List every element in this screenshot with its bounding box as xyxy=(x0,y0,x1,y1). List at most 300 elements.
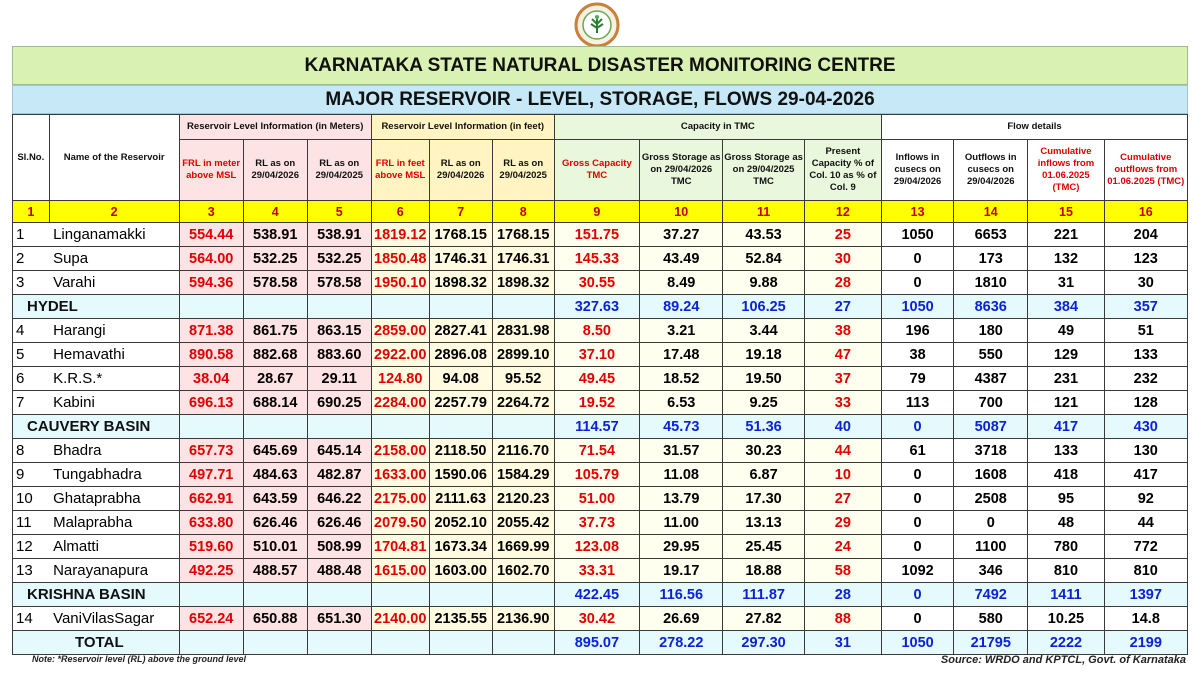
reservoir-slno: 8 xyxy=(13,439,50,463)
cell-col-10: 278.22 xyxy=(640,631,723,655)
cell-col-14: 3718 xyxy=(954,439,1028,463)
reservoir-row xyxy=(13,607,1188,631)
cell-col-7: 94.08 xyxy=(429,367,492,391)
cell-col-13: 196 xyxy=(882,319,954,343)
cell-col-9: 30.42 xyxy=(554,607,639,631)
reservoir-row xyxy=(13,463,1188,487)
total-label: TOTAL xyxy=(13,631,180,655)
cell-col-15: 31 xyxy=(1028,271,1104,295)
cell-col-8: 1746.31 xyxy=(492,247,554,271)
cell-col-8: 2120.23 xyxy=(492,487,554,511)
cell-col-13: 0 xyxy=(882,463,954,487)
cell-col-7: 2257.79 xyxy=(429,391,492,415)
cell-col-5: 646.22 xyxy=(307,487,371,511)
empty-cell xyxy=(307,295,371,319)
cell-col-7: 1898.32 xyxy=(429,271,492,295)
cell-col-3: 871.38 xyxy=(179,319,243,343)
cell-col-16: 430 xyxy=(1104,415,1187,439)
cell-col-13: 38 xyxy=(882,343,954,367)
cell-col-11: 6.87 xyxy=(723,463,804,487)
header-group-capacity: Capacity in TMC xyxy=(554,115,881,140)
reservoir-name: Hemavathi xyxy=(49,343,179,367)
header-reservoir-name: Name of the Reservoir xyxy=(49,115,179,201)
cell-col-9: 114.57 xyxy=(554,415,639,439)
cell-col-15: 384 xyxy=(1028,295,1104,319)
empty-cell xyxy=(179,631,243,655)
cell-col-13: 0 xyxy=(882,511,954,535)
cell-col-9: 37.10 xyxy=(554,343,639,367)
cell-col-14: 2508 xyxy=(954,487,1028,511)
cell-col-14: 173 xyxy=(954,247,1028,271)
cell-col-13: 113 xyxy=(882,391,954,415)
cell-col-15: 2222 xyxy=(1028,631,1104,655)
cell-col-11: 9.25 xyxy=(723,391,804,415)
cell-col-8: 1669.99 xyxy=(492,535,554,559)
cell-col-6: 2284.00 xyxy=(371,391,429,415)
column-number-8: 8 xyxy=(492,201,554,223)
cell-col-12: 28 xyxy=(804,271,881,295)
column-number-15: 15 xyxy=(1028,201,1104,223)
cell-col-3: 519.60 xyxy=(179,535,243,559)
cell-col-3: 492.25 xyxy=(179,559,243,583)
column-number-9: 9 xyxy=(554,201,639,223)
cell-col-3: 657.73 xyxy=(179,439,243,463)
cell-col-11: 106.25 xyxy=(723,295,804,319)
cell-col-16: 1397 xyxy=(1104,583,1187,607)
header-group-flow: Flow details xyxy=(882,115,1188,140)
column-header-row xyxy=(13,140,1188,201)
empty-cell xyxy=(179,415,243,439)
cell-col-14: 1810 xyxy=(954,271,1028,295)
reservoir-row xyxy=(13,391,1188,415)
cell-col-9: 33.31 xyxy=(554,559,639,583)
empty-cell xyxy=(429,583,492,607)
cell-col-8: 2116.70 xyxy=(492,439,554,463)
cell-col-3: 652.24 xyxy=(179,607,243,631)
cell-col-12: 40 xyxy=(804,415,881,439)
cell-col-15: 810 xyxy=(1028,559,1104,583)
cell-col-15: 49 xyxy=(1028,319,1104,343)
cell-col-4: 643.59 xyxy=(243,487,307,511)
cell-col-5: 863.15 xyxy=(307,319,371,343)
subtotal-label: CAUVERY BASIN xyxy=(13,415,180,439)
cell-col-12: 27 xyxy=(804,487,881,511)
reservoir-slno: 13 xyxy=(13,559,50,583)
cell-col-16: 772 xyxy=(1104,535,1187,559)
column-number-10: 10 xyxy=(640,201,723,223)
empty-cell xyxy=(243,583,307,607)
cell-col-7: 2052.10 xyxy=(429,511,492,535)
cell-col-5: 538.91 xyxy=(307,223,371,247)
cell-col-12: 38 xyxy=(804,319,881,343)
cell-col-6: 1819.12 xyxy=(371,223,429,247)
reservoir-slno: 6 xyxy=(13,367,50,391)
cell-col-9: 123.08 xyxy=(554,535,639,559)
cell-col-7: 1768.15 xyxy=(429,223,492,247)
subtotal-row xyxy=(13,295,1188,319)
reservoir-row xyxy=(13,487,1188,511)
cell-col-6: 2175.00 xyxy=(371,487,429,511)
cell-col-8: 1898.32 xyxy=(492,271,554,295)
empty-cell xyxy=(492,415,554,439)
reservoir-row xyxy=(13,223,1188,247)
cell-col-16: 128 xyxy=(1104,391,1187,415)
cell-col-4: 645.69 xyxy=(243,439,307,463)
cell-col-9: 30.55 xyxy=(554,271,639,295)
cell-col-15: 10.25 xyxy=(1028,607,1104,631)
cell-col-16: 232 xyxy=(1104,367,1187,391)
cell-col-16: 810 xyxy=(1104,559,1187,583)
cell-col-10: 17.48 xyxy=(640,343,723,367)
cell-col-8: 2899.10 xyxy=(492,343,554,367)
reservoir-table xyxy=(12,114,1188,655)
reservoir-slno: 11 xyxy=(13,511,50,535)
cell-col-6: 1704.81 xyxy=(371,535,429,559)
reservoir-row xyxy=(13,535,1188,559)
cell-col-11: 30.23 xyxy=(723,439,804,463)
column-header-14: Outflows in cusecs on 29/04/2026 xyxy=(954,140,1028,201)
cell-col-4: 861.75 xyxy=(243,319,307,343)
cell-col-6: 2140.00 xyxy=(371,607,429,631)
cell-col-5: 488.48 xyxy=(307,559,371,583)
cell-col-5: 651.30 xyxy=(307,607,371,631)
empty-cell xyxy=(243,295,307,319)
empty-cell xyxy=(429,415,492,439)
column-header-10: Gross Storage as on 29/04/2026 TMC xyxy=(640,140,723,201)
cell-col-9: 422.45 xyxy=(554,583,639,607)
reservoir-slno: 9 xyxy=(13,463,50,487)
cell-col-16: 417 xyxy=(1104,463,1187,487)
cell-col-13: 0 xyxy=(882,271,954,295)
cell-col-12: 47 xyxy=(804,343,881,367)
cell-col-15: 418 xyxy=(1028,463,1104,487)
reservoir-slno: 4 xyxy=(13,319,50,343)
cell-col-16: 204 xyxy=(1104,223,1187,247)
cell-col-7: 2135.55 xyxy=(429,607,492,631)
cell-col-16: 14.8 xyxy=(1104,607,1187,631)
reservoir-row xyxy=(13,367,1188,391)
cell-col-12: 28 xyxy=(804,583,881,607)
column-header-3: FRL in meter above MSL xyxy=(179,140,243,201)
empty-cell xyxy=(307,583,371,607)
cell-col-11: 19.18 xyxy=(723,343,804,367)
cell-col-9: 19.52 xyxy=(554,391,639,415)
column-number-14: 14 xyxy=(954,201,1028,223)
empty-cell xyxy=(179,295,243,319)
cell-col-16: 44 xyxy=(1104,511,1187,535)
ksndmc-logo xyxy=(572,2,622,48)
cell-col-5: 645.14 xyxy=(307,439,371,463)
total-row xyxy=(13,631,1188,655)
reservoir-row xyxy=(13,343,1188,367)
cell-col-12: 30 xyxy=(804,247,881,271)
column-header-16: Cumulative outflows from 01.06.2025 (TMC) xyxy=(1104,140,1187,201)
reservoir-name: VaniVilasSagar xyxy=(49,607,179,631)
reservoir-name: Narayanapura xyxy=(49,559,179,583)
cell-col-16: 51 xyxy=(1104,319,1187,343)
cell-col-3: 497.71 xyxy=(179,463,243,487)
cell-col-11: 17.30 xyxy=(723,487,804,511)
cell-col-12: 37 xyxy=(804,367,881,391)
cell-col-15: 221 xyxy=(1028,223,1104,247)
cell-col-6: 2079.50 xyxy=(371,511,429,535)
cell-col-6: 2922.00 xyxy=(371,343,429,367)
cell-col-6: 124.80 xyxy=(371,367,429,391)
cell-col-15: 121 xyxy=(1028,391,1104,415)
cell-col-16: 133 xyxy=(1104,343,1187,367)
column-number-3: 3 xyxy=(179,201,243,223)
cell-col-7: 2111.63 xyxy=(429,487,492,511)
cell-col-5: 626.46 xyxy=(307,511,371,535)
cell-col-10: 11.08 xyxy=(640,463,723,487)
cell-col-8: 2055.42 xyxy=(492,511,554,535)
cell-col-7: 2118.50 xyxy=(429,439,492,463)
page-subtitle: MAJOR RESERVOIR - LEVEL, STORAGE, FLOWS 29-04-2026 xyxy=(12,85,1188,114)
cell-col-4: 626.46 xyxy=(243,511,307,535)
cell-col-6: 1850.48 xyxy=(371,247,429,271)
cell-col-13: 0 xyxy=(882,535,954,559)
cell-col-3: 38.04 xyxy=(179,367,243,391)
cell-col-12: 10 xyxy=(804,463,881,487)
column-header-12: Present Capacity % of Col. 10 as % of Col. 9 xyxy=(804,140,881,201)
cell-col-10: 3.21 xyxy=(640,319,723,343)
cell-col-10: 11.00 xyxy=(640,511,723,535)
cell-col-8: 95.52 xyxy=(492,367,554,391)
cell-col-14: 4387 xyxy=(954,367,1028,391)
reservoir-name: Ghataprabha xyxy=(49,487,179,511)
cell-col-3: 890.58 xyxy=(179,343,243,367)
cell-col-10: 37.27 xyxy=(640,223,723,247)
cell-col-16: 130 xyxy=(1104,439,1187,463)
cell-col-12: 29 xyxy=(804,511,881,535)
cell-col-10: 116.56 xyxy=(640,583,723,607)
column-header-13: Inflows in cusecs on 29/04/2026 xyxy=(882,140,954,201)
cell-col-15: 1411 xyxy=(1028,583,1104,607)
cell-col-11: 52.84 xyxy=(723,247,804,271)
empty-cell xyxy=(307,631,371,655)
cell-col-16: 30 xyxy=(1104,271,1187,295)
cell-col-13: 61 xyxy=(882,439,954,463)
cell-col-14: 700 xyxy=(954,391,1028,415)
cell-col-10: 19.17 xyxy=(640,559,723,583)
cell-col-4: 488.57 xyxy=(243,559,307,583)
cell-col-3: 554.44 xyxy=(179,223,243,247)
cell-col-10: 45.73 xyxy=(640,415,723,439)
cell-col-11: 297.30 xyxy=(723,631,804,655)
cell-col-4: 882.68 xyxy=(243,343,307,367)
reservoir-slno: 1 xyxy=(13,223,50,247)
reservoir-name: Malaprabha xyxy=(49,511,179,535)
empty-cell xyxy=(492,583,554,607)
cell-col-4: 688.14 xyxy=(243,391,307,415)
subtotal-row xyxy=(13,583,1188,607)
reservoir-name: Supa xyxy=(49,247,179,271)
cell-col-11: 13.13 xyxy=(723,511,804,535)
header-group-feet: Reservoir Level Information (in feet) xyxy=(371,115,554,140)
reservoir-slno: 12 xyxy=(13,535,50,559)
cell-col-10: 29.95 xyxy=(640,535,723,559)
column-header-15: Cumulative inflows from 01.06.2025 (TMC) xyxy=(1028,140,1104,201)
column-number-4: 4 xyxy=(243,201,307,223)
empty-cell xyxy=(429,631,492,655)
cell-col-14: 5087 xyxy=(954,415,1028,439)
cell-col-4: 578.58 xyxy=(243,271,307,295)
reservoir-slno: 10 xyxy=(13,487,50,511)
cell-col-13: 0 xyxy=(882,583,954,607)
column-header-9: Gross Capacity TMC xyxy=(554,140,639,201)
cell-col-14: 0 xyxy=(954,511,1028,535)
cell-col-5: 578.58 xyxy=(307,271,371,295)
column-number-5: 5 xyxy=(307,201,371,223)
cell-col-16: 2199 xyxy=(1104,631,1187,655)
column-header-6: FRL in feet above MSL xyxy=(371,140,429,201)
cell-col-14: 346 xyxy=(954,559,1028,583)
cell-col-13: 0 xyxy=(882,247,954,271)
cell-col-9: 895.07 xyxy=(554,631,639,655)
cell-col-13: 0 xyxy=(882,607,954,631)
reservoir-name: Bhadra xyxy=(49,439,179,463)
column-number-6: 6 xyxy=(371,201,429,223)
empty-cell xyxy=(307,415,371,439)
cell-col-15: 231 xyxy=(1028,367,1104,391)
reservoir-row xyxy=(13,439,1188,463)
cell-col-6: 1950.10 xyxy=(371,271,429,295)
cell-col-11: 111.87 xyxy=(723,583,804,607)
cell-col-12: 58 xyxy=(804,559,881,583)
reservoir-row xyxy=(13,247,1188,271)
cell-col-10: 89.24 xyxy=(640,295,723,319)
reservoir-slno: 7 xyxy=(13,391,50,415)
cell-col-3: 564.00 xyxy=(179,247,243,271)
cell-col-4: 484.63 xyxy=(243,463,307,487)
cell-col-5: 482.87 xyxy=(307,463,371,487)
reservoir-name: Linganamakki xyxy=(49,223,179,247)
cell-col-10: 13.79 xyxy=(640,487,723,511)
cell-col-11: 27.82 xyxy=(723,607,804,631)
cell-col-4: 650.88 xyxy=(243,607,307,631)
cell-col-13: 79 xyxy=(882,367,954,391)
cell-col-6: 1615.00 xyxy=(371,559,429,583)
cell-col-7: 1673.34 xyxy=(429,535,492,559)
empty-cell xyxy=(371,415,429,439)
column-number-1: 1 xyxy=(13,201,50,223)
cell-col-15: 417 xyxy=(1028,415,1104,439)
cell-col-9: 327.63 xyxy=(554,295,639,319)
cell-col-9: 8.50 xyxy=(554,319,639,343)
cell-col-8: 2831.98 xyxy=(492,319,554,343)
cell-col-11: 18.88 xyxy=(723,559,804,583)
subtotal-row xyxy=(13,415,1188,439)
cell-col-16: 92 xyxy=(1104,487,1187,511)
cell-col-10: 43.49 xyxy=(640,247,723,271)
cell-col-4: 28.67 xyxy=(243,367,307,391)
cell-col-3: 696.13 xyxy=(179,391,243,415)
cell-col-11: 25.45 xyxy=(723,535,804,559)
cell-col-8: 2136.90 xyxy=(492,607,554,631)
column-number-7: 7 xyxy=(429,201,492,223)
cell-col-10: 18.52 xyxy=(640,367,723,391)
cell-col-12: 25 xyxy=(804,223,881,247)
cell-col-8: 2264.72 xyxy=(492,391,554,415)
empty-cell xyxy=(371,583,429,607)
column-header-7: RL as on 29/04/2026 xyxy=(429,140,492,201)
cell-col-8: 1768.15 xyxy=(492,223,554,247)
cell-col-7: 1746.31 xyxy=(429,247,492,271)
cell-col-14: 1100 xyxy=(954,535,1028,559)
cell-col-12: 31 xyxy=(804,631,881,655)
cell-col-7: 2827.41 xyxy=(429,319,492,343)
reservoir-name: Tungabhadra xyxy=(49,463,179,487)
reservoir-slno: 5 xyxy=(13,343,50,367)
cell-col-14: 580 xyxy=(954,607,1028,631)
cell-col-14: 21795 xyxy=(954,631,1028,655)
cell-col-12: 88 xyxy=(804,607,881,631)
column-header-4: RL as on 29/04/2026 xyxy=(243,140,307,201)
empty-cell xyxy=(243,415,307,439)
cell-col-9: 151.75 xyxy=(554,223,639,247)
column-number-2: 2 xyxy=(49,201,179,223)
header-group-meters: Reservoir Level Information (in Meters) xyxy=(179,115,371,140)
cell-col-11: 51.36 xyxy=(723,415,804,439)
cell-col-11: 9.88 xyxy=(723,271,804,295)
reservoir-name: Almatti xyxy=(49,535,179,559)
column-number-16: 16 xyxy=(1104,201,1187,223)
cell-col-14: 7492 xyxy=(954,583,1028,607)
cell-col-10: 26.69 xyxy=(640,607,723,631)
column-header-5: RL as on 29/04/2025 xyxy=(307,140,371,201)
cell-col-6: 2158.00 xyxy=(371,439,429,463)
column-number-row xyxy=(13,201,1188,223)
cell-col-12: 24 xyxy=(804,535,881,559)
cell-col-4: 538.91 xyxy=(243,223,307,247)
cell-col-6: 1633.00 xyxy=(371,463,429,487)
empty-cell xyxy=(492,295,554,319)
cell-col-3: 594.36 xyxy=(179,271,243,295)
reservoir-slno: 14 xyxy=(13,607,50,631)
reservoir-name: Varahi xyxy=(49,271,179,295)
cell-col-13: 1050 xyxy=(882,295,954,319)
cell-col-5: 532.25 xyxy=(307,247,371,271)
cell-col-12: 27 xyxy=(804,295,881,319)
subtotal-label: HYDEL xyxy=(13,295,180,319)
cell-col-9: 145.33 xyxy=(554,247,639,271)
cell-col-10: 31.57 xyxy=(640,439,723,463)
cell-col-4: 510.01 xyxy=(243,535,307,559)
cell-col-7: 1590.06 xyxy=(429,463,492,487)
cell-col-14: 6653 xyxy=(954,223,1028,247)
reservoir-slno: 2 xyxy=(13,247,50,271)
cell-col-15: 133 xyxy=(1028,439,1104,463)
cell-col-3: 662.91 xyxy=(179,487,243,511)
cell-col-7: 2896.08 xyxy=(429,343,492,367)
cell-col-14: 1608 xyxy=(954,463,1028,487)
cell-col-10: 8.49 xyxy=(640,271,723,295)
reservoir-name: Kabini xyxy=(49,391,179,415)
cell-col-8: 1584.29 xyxy=(492,463,554,487)
column-header-8: RL as on 29/04/2025 xyxy=(492,140,554,201)
footnote: Note: *Reservoir level (RL) above the ground level xyxy=(32,654,247,664)
cell-col-9: 51.00 xyxy=(554,487,639,511)
cell-col-13: 0 xyxy=(882,487,954,511)
cell-col-14: 8636 xyxy=(954,295,1028,319)
empty-cell xyxy=(371,295,429,319)
cell-col-5: 29.11 xyxy=(307,367,371,391)
cell-col-11: 19.50 xyxy=(723,367,804,391)
cell-col-14: 180 xyxy=(954,319,1028,343)
cell-col-3: 633.80 xyxy=(179,511,243,535)
cell-col-13: 1050 xyxy=(882,631,954,655)
cell-col-8: 1602.70 xyxy=(492,559,554,583)
